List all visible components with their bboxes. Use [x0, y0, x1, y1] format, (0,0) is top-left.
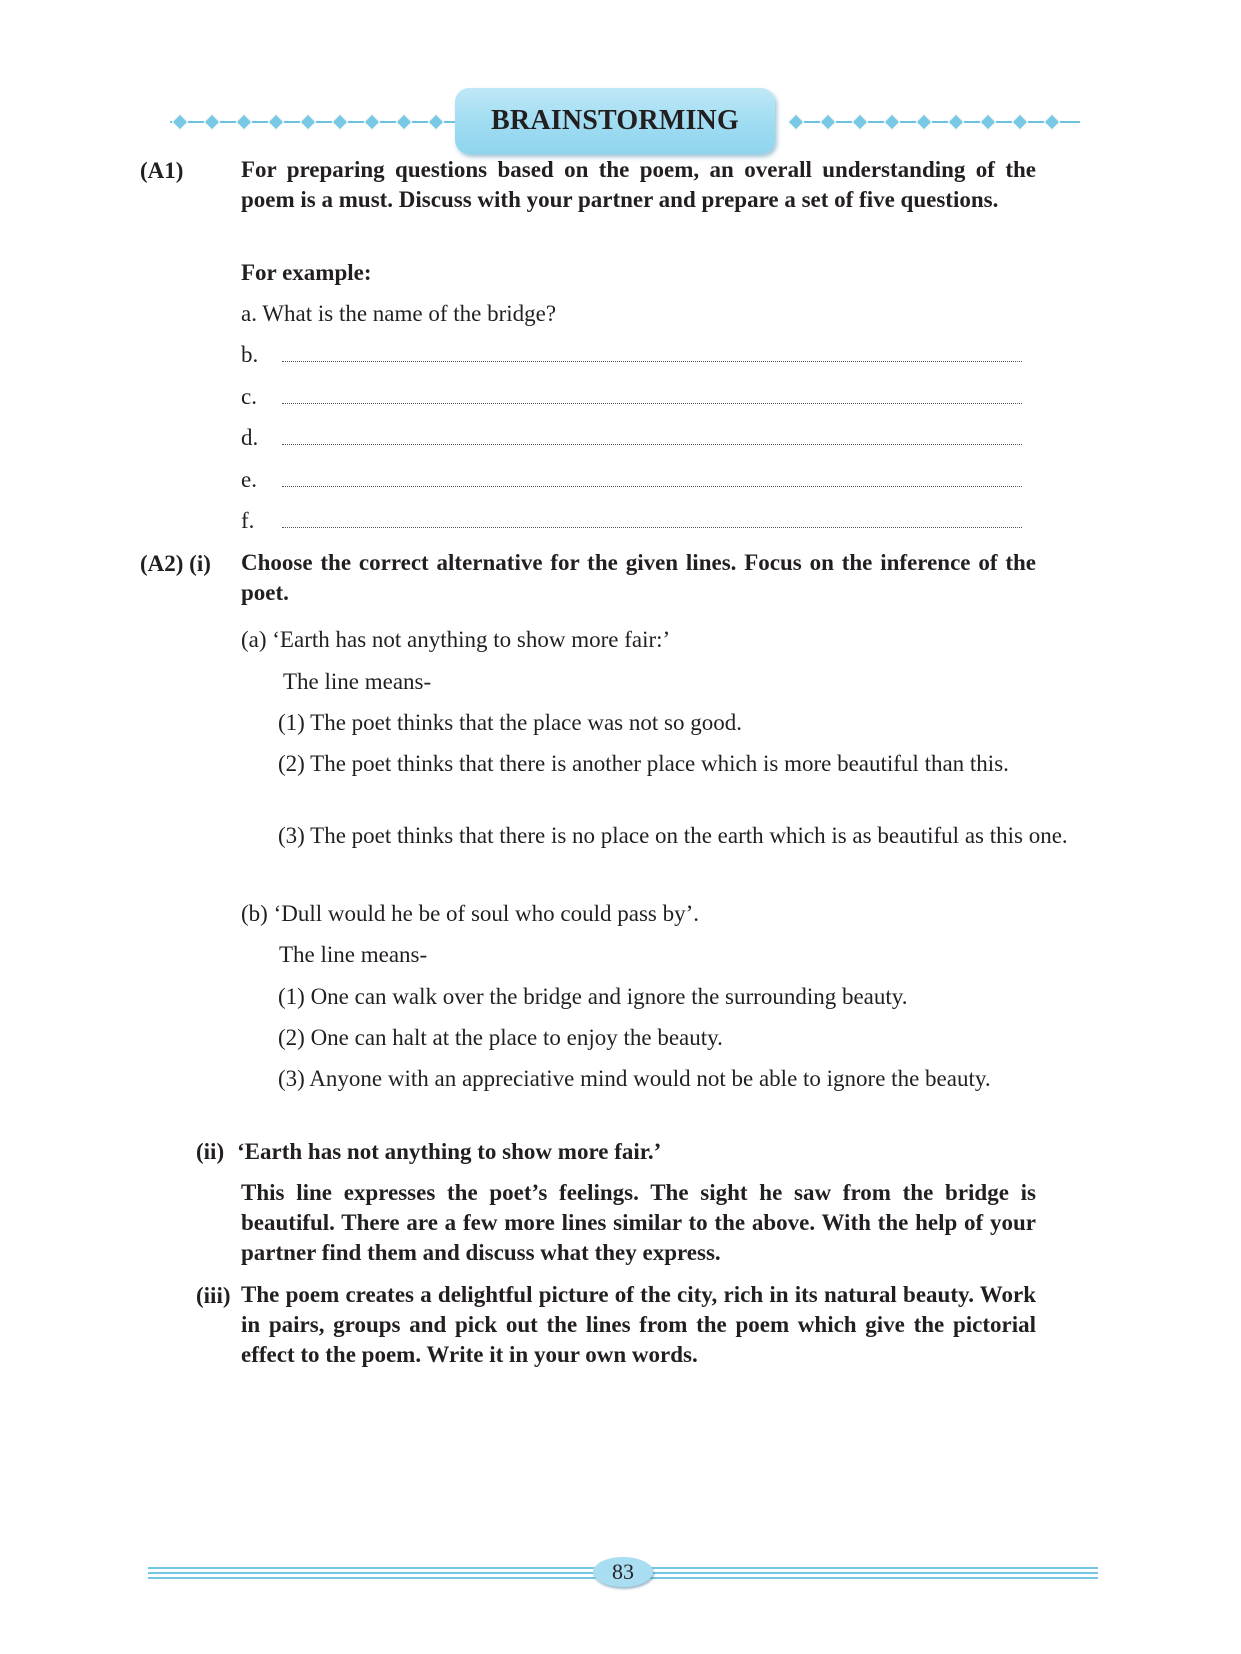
subquestion-iii-text: The poem creates a delightful picture of the city, rich in its natural beauty. Work in pairs, groups and pick out the lines from the poem which give the pictorial effect to the poem. Write it in your own words. — [241, 1282, 1036, 1367]
question-label-a2: (A2) (i) — [140, 551, 211, 576]
blank-label-b: b. — [241, 342, 259, 367]
blank-label-d: d. — [241, 425, 259, 450]
page-number: 83 — [612, 1559, 634, 1584]
decorative-diamond — [428, 114, 445, 131]
subquestion-ii-text: This line expresses the poet’s feelings. The sight he saw from the bridge is beautiful. There are a few more lines similar to the above. With the help of your partner find them and discuss what they express. — [241, 1180, 1036, 1265]
decorative-diamond — [820, 114, 837, 131]
answer-line-c[interactable] — [282, 403, 1022, 404]
answer-line-d[interactable] — [282, 444, 1022, 445]
answer-line-f[interactable] — [282, 527, 1022, 528]
answer-line-b[interactable] — [282, 361, 1022, 362]
title-banner — [455, 88, 775, 154]
decorative-diamond — [236, 114, 253, 131]
decorative-diamond — [332, 114, 349, 131]
decorative-diamond — [788, 114, 805, 131]
decorative-diamond — [300, 114, 317, 131]
line-means-a: The line means- — [283, 669, 432, 694]
quote-a: (a) ‘Earth has not anything to show more fair:’ — [241, 627, 671, 652]
decorative-diamond — [172, 114, 189, 131]
example-question: a. What is the name of the bridge? — [241, 301, 557, 326]
option-a-1[interactable]: (1) The poet thinks that the place was not so good. — [278, 710, 742, 735]
blank-label-c: c. — [241, 384, 257, 409]
page-number-badge — [593, 1557, 653, 1587]
subquestion-ii-quote: ‘Earth has not anything to show more fair.’ — [237, 1139, 662, 1164]
decorative-diamond — [852, 114, 869, 131]
line-means-b: The line means- — [279, 942, 428, 967]
question-a2-instruction: Choose the correct alternative for the given lines. Focus on the inference of the poet. — [241, 550, 1036, 605]
blank-label-e: e. — [241, 467, 257, 492]
question-label-a1: (A1) — [140, 158, 184, 183]
page-footer — [148, 1555, 1098, 1595]
example-heading: For example: — [241, 260, 372, 285]
decorative-diamond — [948, 114, 965, 131]
blank-label-f: f. — [241, 508, 255, 533]
decorative-diamond — [396, 114, 413, 131]
decorative-diamond — [916, 114, 933, 131]
decorative-diamond — [204, 114, 221, 131]
decorative-diamond — [980, 114, 997, 131]
question-a1-instruction: For preparing questions based on the poem, an overall understanding of the poem is a must. Discuss with your partner and prepare a set of five questions. — [241, 157, 1036, 212]
option-b-2[interactable]: (2) One can halt at the place to enjoy the beauty. — [278, 1025, 723, 1050]
option-a-3[interactable]: (3) The poet thinks that there is no place on the earth which is as beautiful as this one. — [278, 823, 1068, 848]
subquestion-label-ii: (ii) — [196, 1139, 225, 1164]
answer-line-e[interactable] — [282, 486, 1022, 487]
option-a-2[interactable]: (2) The poet thinks that there is another place which is more beautiful than this. — [278, 751, 1009, 776]
subquestion-label-iii: (iii) — [196, 1283, 231, 1308]
option-b-1[interactable]: (1) One can walk over the bridge and ignore the surrounding beauty. — [278, 984, 908, 1009]
decorative-diamond — [364, 114, 381, 131]
decorative-diamond — [1044, 114, 1061, 131]
option-b-3[interactable]: (3) Anyone with an appreciative mind would not be able to ignore the beauty. — [278, 1066, 991, 1091]
decorative-diamond — [268, 114, 285, 131]
section-title: BRAINSTORMING — [491, 105, 739, 136]
section-header — [170, 86, 1080, 156]
decorative-diamond — [1012, 114, 1029, 131]
decorative-diamond — [884, 114, 901, 131]
quote-b: (b) ‘Dull would he be of soul who could pass by’. — [241, 901, 700, 926]
